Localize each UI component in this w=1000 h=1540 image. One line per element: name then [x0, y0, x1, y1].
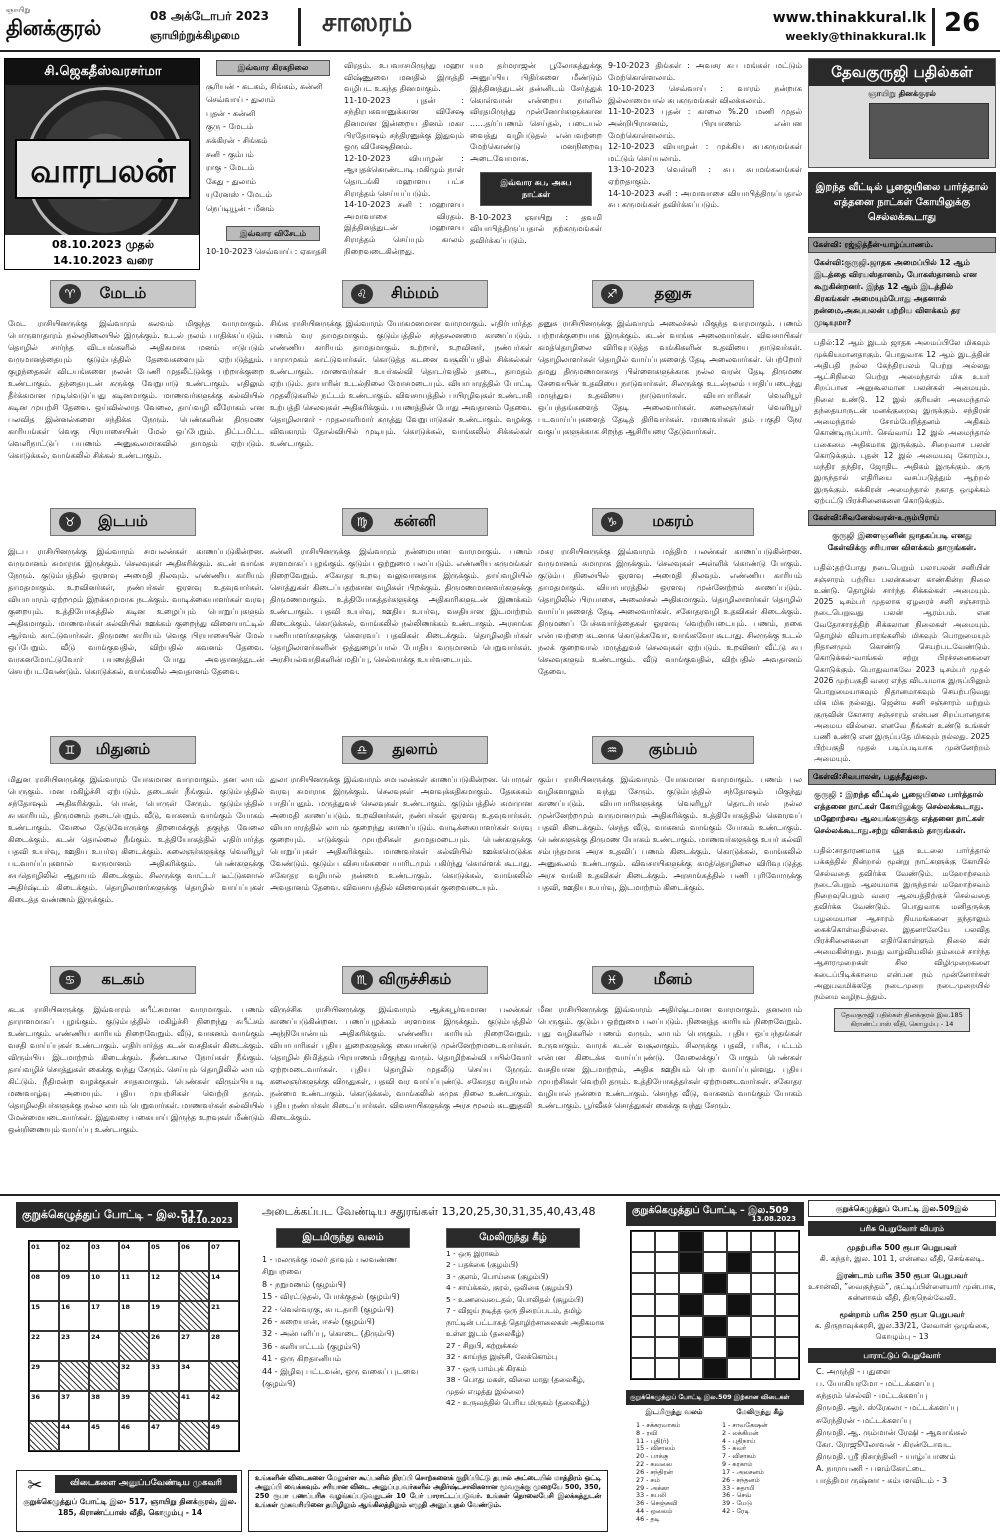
crossword-cell[interactable] — [209, 1361, 239, 1391]
crossword-cell[interactable]: 06 — [179, 1241, 209, 1271]
list-item: 33 - கபலி — [636, 1491, 666, 1500]
sign-name: துலாம் — [392, 740, 438, 758]
third-prize-winner: க. திருநாவுக்கரசி, இல.33/21, லேவான் ஒழுங்கை, கொழும்பு – 13 — [814, 1321, 990, 1341]
planet-item: நெப்டியூன் - மீனம் — [206, 203, 274, 213]
crossword-cell — [655, 1316, 679, 1337]
sign-header — [592, 736, 754, 764]
sign-header — [342, 736, 488, 764]
crossword-cell[interactable]: 11 — [119, 1271, 149, 1301]
list-item: 4 - சாய்க்கல், குரல், ஒலிகை (குழம்பி) — [446, 1283, 573, 1293]
sign-prediction: கும்ப ராசியினருக்கு இவ்வாரம் யோகமான வாரமாகும். பணம் பல வழிகளாலும் வந்து சேரும். குடும்பத்தில் சந்தோஷம் மிகுந்து காணப்படும். வியாபாரிகளுக்கு வெளியூர் தொடர்பால் நல்ல முன்னேற்றமும் வருமானமும் அதிகரிக்கும். உத்தியோகத்தில் கௌரவப் பதவி கிடைக்கும். செந்த வீடு, வாகனம் வாங்கும் யோகம் உண்டாகும். பெண்களுக்கு திருமண யோகம் உண்டாகும். மாணவர்களுக்கு உயர் கல்வி சம்பந்தமாக அரச உதவிப் பணம் கிடைக்கும். கொடுக்கல், வாங்கலில் அனுகூலம் உண்டாகும். விவசாயிகளுக்கு கமத்தொழிலை விரிவுபடுத்த அரச வங்கி உதவிகள் கிடைக்கும். அரசாங்கத்தில் பணி புரிவோருக்கு பதவி, ஊதிய உயர்வு, இடமாற்றம் கிடைக்கும். — [538, 775, 802, 893]
sidebar-title: தேவகுருஜி பதில்கள் — [809, 59, 995, 86]
crossword-cell — [727, 1252, 751, 1273]
crossword-cell[interactable]: 46 — [119, 1421, 149, 1451]
across-clues — [262, 1254, 438, 1390]
previous-across-answers — [636, 1422, 716, 1524]
sign-name: கன்னி — [393, 512, 437, 530]
list-item: 1 - சக்கரவாகம் — [636, 1421, 681, 1429]
auspicious-days-title: இவ்வார சுப, அசுப நாட்கள் — [480, 172, 592, 205]
third-prize-label: மூன்றாம் பரிசு 250 ரூபா பெறுபவர் — [839, 1310, 965, 1319]
crossword-cell[interactable] — [179, 1421, 209, 1451]
crossword-cell[interactable]: 34 — [179, 1361, 209, 1391]
list-item: C. அருந்தி - பதுளை — [816, 1367, 891, 1376]
crossword-cell — [775, 1294, 799, 1315]
crossword-cell[interactable] — [179, 1271, 209, 1301]
planet-item: யுரேனஸ் - மேடம் — [206, 190, 272, 200]
answer-1: பதில்:12 ஆம் இடம் ஜாதக அமைப்பிலே மிகவும் முக்கியமானதாகும். பொதுவாக 12 ஆம் இடத்தின் அதிபதி நல்ல கேந்திரபலம் பெற்று அல்லது ஆட்சிநிலை பெற்று அமைந்தால் மிக உயர் சிறப்பான அனுகூலமான பலன்கள் அமையும். நிலை உண்டு. 12 இல் குரியன் அமைந்தால் தந்தையாருடன் மனக்குறைவு இருக்கும். சந்திரன் அமைந்தால் சோம்பேறித்தனம் அதிகம் கொண்டிருப்பார். செவ்வாய் 12 இல் அமைந்தால் பகைமை அதிகமாக இருக்கும். சிறைவாச பலன் கொடுக்கும். புதன் 12 இல் அமையவு கோரம்ப, மந்திர தந்திர, ஜோதிட அதிகம் இருக்கும். குரு இருந்தால் எதிரியை வசப்படுத்தும் ஆற்றல் இருக்கும். சுக்கிரன் அமைந்தால் நகாத ஒழுக்கம் ஏற்பட்டு பிரச்சினைகளை கொடுக்கும். — [814, 338, 990, 505]
list-item: 15 - விரட்டுதல், போக்குதல் (குழம்பி) — [262, 1292, 400, 1302]
crossword-cell[interactable]: 19 — [149, 1301, 179, 1331]
crossword-cell — [703, 1316, 727, 1337]
sign-prediction: சிங்க ராசியினருக்கு இவ்வாரம் யோகமனமான வாரமாகும். எதிர்பார்த்த பணம் வர தாமதமாகும். குடும்பத்தில் சந்தசலனமை காணப்படும். எண்ணிய காரியம் தாமதமாகும். உற்றார், உறவினர், நண்பர்கள் பாராமுகம் காட்டுவார்கள். கொடுத்த கடனை வசூலிப்பதில் சிக்கல்கள் உண்டாகும். மாணவர்கள் உயர்கல்வி தொடர்வதில் தடை, தாமதம் ஏற்படும். தாயாரின் உடல்நிலை மோசமடையும். வியாபாரத்தில் போட்டி முதலீடுகளில் நட்டம் உண்டாகும். விவசாயத்தில் பயிரழிவுகள் உண்டாகி உற்பத்தி செலவுகள் அதிகரிக்கும். பயணத்தின் போது அவதானம் தேவை. தொழிலாளர் - முதலாளிமார் கருத்து வேறுபாடுகள் உண்டாகும். வழக்கு விவகாரம் தோல்வியில் முடியும். கொடுக்கல், வாங்கலில் சிக்கல்கள் உண்டாகும். — [270, 319, 532, 449]
sign-header — [342, 280, 488, 308]
list-item: 36 - செவ் — [722, 1491, 752, 1500]
second-prize-label: இரண்டாம் பரிசு 350 ரூபா பெறுபவர் — [836, 1271, 968, 1280]
list-item: கோ. ரோஜூலோவன் - கிரன்டோவட — [816, 1439, 952, 1449]
list-item: 4 - புதிநாய் — [722, 1436, 756, 1445]
list-item: 37 - ஒரு பாம்புக் கிரகம் — [446, 1363, 527, 1373]
sign-header — [50, 280, 196, 308]
down-clues — [446, 1248, 606, 1409]
crossword-cell — [631, 1316, 655, 1337]
crossword-cell[interactable]: 09 — [59, 1271, 89, 1301]
crossword-cell[interactable]: 37 — [59, 1391, 89, 1421]
crossword-cell — [775, 1252, 799, 1273]
list-item: 26 - சந்தனம் — [722, 1475, 760, 1484]
crossword-cell[interactable]: 01 — [29, 1241, 59, 1271]
list-item: 33 - சுதாமி — [722, 1483, 755, 1492]
sign-name: இடபம் — [98, 512, 148, 530]
crossword-cell[interactable]: 02 — [59, 1241, 89, 1271]
header-day: ஞாயிற்றுக்கிழமை — [150, 29, 240, 42]
zodiac-symbol-icon: ♏ — [351, 970, 373, 990]
scissors-icon: ✂ — [27, 1475, 43, 1496]
crossword-cell[interactable]: 26 — [149, 1331, 179, 1361]
planet-item: கேது - துலாம் — [206, 176, 256, 186]
ancestors-text: யம தர்மராஜன் பூலோகத்துக்கு அனுப்பிய பிதிர்களை மீண்டும் இத்தினத்துடன் தன்னிடம் சேர்த்துக் கொள்வான் என்றைய நாளில் விரதமிருந்து முன்னோர்களுக்கான ......தர்ப்பணம் செய்தல், படையல் வைத்து வழிபடுதல் என்பவற்றை மேற்கொண்டு மனநிறைவு அடைவோமாக. — [470, 61, 602, 163]
planet-item: புதன் - கன்னி — [206, 108, 256, 118]
crossword-cell[interactable]: 39 — [119, 1391, 149, 1421]
list-item: 7 - விஜய் நடித்த ஒரு திரைப்படம், தமிழ் நாட்டின் பட்டாசுத் தொழிற்சாலைகள் அதிகமாக உள்ள இடம் (தலைகீழ்) — [446, 1306, 605, 1339]
down-title: மேலிருந்து கீழ் — [446, 1228, 580, 1248]
zodiac-symbol-icon: ♓ — [601, 970, 623, 990]
previous-down-answers — [722, 1422, 802, 1516]
sign-header — [342, 508, 488, 536]
crossword-cell — [703, 1294, 727, 1315]
list-item: 3 - குளம், பொய்கை (குழம்பி) — [446, 1271, 549, 1281]
crossword-cell[interactable]: 04 — [119, 1241, 149, 1271]
previous-down-title: மேலிருந்து கீழ் — [736, 1408, 784, 1416]
question-2-header: கேள்வி:சிவனேஸ்வரன்-உரும்பிராய் — [808, 510, 996, 526]
crossword-date: 08.10.2023 — [182, 1216, 233, 1225]
crossword-cell — [751, 1273, 775, 1294]
list-item: 11 - புதி(ர்) — [636, 1436, 669, 1445]
list-item: 8 - ரவி — [636, 1428, 658, 1437]
crossword-cell — [679, 1294, 703, 1315]
header-divider — [298, 8, 301, 46]
list-item: 2 - பதக்கை (குழம்பி) — [446, 1260, 519, 1270]
crossword-cell[interactable]: 05 — [149, 1241, 179, 1271]
header-date: 08 அக்டோபர் 2023 — [150, 9, 270, 23]
crossword-cell[interactable]: 08 — [29, 1271, 59, 1301]
previous-crossword-title-bar — [626, 1202, 804, 1226]
sign-prediction: கடக ராசியினருக்கு இவ்வாரம் சுபீட்சமான வாரமாகும். பணம் தாராளமாகப் புழங்கும். குடும்பத்தில் மகிழ்ச்சி நிறைந்து சுபீட்சம் உண்டாகும். எண்ணிய காரியம் நிறைவேறும். வீடு, வாகனம் வாங்கும் வசதி வாய்ப்புகள் உண்டாகும். எதிர்பார்த்த கடன் வசதிகள் கிடைக்கும். விரும்பிய இடமாற்றம் கிடைக்கும். நீண்டகால நோய்கள் நீங்கும். தாய்வழிச் சொத்துகள் கைக்கு வந்து சேரும். செய்யும் தொழிலில் லாபம் கிட்டும். நீதிமன்ற வழக்குகள் சாதகமாகும். பெண்கள் விரும்பியபடி மணவாழ்வு அமையும். புதிய முயற்சிகள் வெற்றி தரும். தொழிலதிபர்களுக்கு நல்ல லாபம் பெறுவார்கள். மாணவர்கள் கல்வியில் மேன்மையடைவார்கள். இதுவரை பகையாய் இருந்த உறவுகள் மீண்டும் ஒன்றிணையும் வாய்ப்பு உண்டாகும். — [8, 1005, 264, 1135]
list-item: 1 - ஒரு இராகம் — [446, 1249, 500, 1258]
sign-header — [592, 508, 754, 536]
list-item: 44 - இழிவு பட்டவன், ஒரு வகைப் புடவை (குழம்பி) — [262, 1366, 419, 1388]
crossword-cell[interactable]: 33 — [149, 1361, 179, 1391]
crossword-cell — [631, 1273, 655, 1294]
list-item: 44 - ஒலைம் — [636, 1506, 673, 1515]
crossword-cell — [727, 1337, 751, 1358]
sign-header — [592, 966, 754, 994]
sign-prediction: மேட ராசியினருக்கு இவ்வாரம் கலவம் மிகுந்த வாரமாகும். பொருளாதாரம் நல்லநிலையில் இருக்கும். உடல் நலம் பாதிக்கப்படும். தொழில் சார்ந்த விடயங்களில் அதிகமாக மனம் ஈடுபடும் வருமானத்தையும் குடும்பத்தில் தேவைகளையும் ஏற்படுத்தும். குழந்தைகள் விடயங்களை நலன் பேணி முதலீட்டுக்கு பற்றாக்குறை உண்டாகும். தந்தையுடன் சுருக்கு வேறுபாடு உண்டாகும். எதிலும் தீர்க்கமான முடிவெடுப்பது கடினமாகும். மாணவர்களுக்கு கல்வியில் கடின முயற்சி தேவை. ஒய்வில்லாத வேலை, தாய்வழி வீரோகம் என பலவித இன்னல்களை சந்திக்க நேரும். பெண்களின் திருமண காரியங்கள் வெகு பிரயாசையின் மேல் ஒப்பேறும். திட்டமிட்ட வெளிநாட்டுப் பயணம் அனுகூலமாகவில் தாமதம் ஏற்படும். கொடுக்கல், வாங்கலில் சிக்கல் உண்டாகும். — [8, 319, 264, 461]
list-item: 1 - மலருக்கு மலர் தாவும் பலவண்ண சிறுபறவை — [262, 1255, 397, 1277]
crossword-cell — [655, 1252, 679, 1273]
list-item: 20 - பாக்கு — [636, 1452, 669, 1461]
crossword-cell[interactable]: 12 — [149, 1271, 179, 1301]
list-item: பாத்திமா ருஷ்னா - கம்பளவிடம் - 3 — [816, 1476, 948, 1486]
list-item: 27 - கம் — [636, 1475, 660, 1484]
sign-prediction: மகர ராசியினருக்கு இவ்வாரம் மத்திம பலன்கள் காணப்படுகின்றன. வருமானம் சுமாராக இருக்கும். செலவுகள் அள்ளிக் கொண்டு போகும். குடும்ப நிலையில் ஓரளவு அமைதி நிலவும். எண்ணிய காரியம் தாமதமாகும். வியாபாரத்தில் ஒரளவு முன்னேற்றம் காணப்படும். தொழிலில் பிரயாசை, அலைச்சல் அதிகமாகும். தொழிலாளர்கள் தொழில் வாய்ப்புகளைத் தேடி அலைவார்கள். சகோதரவழி உதவிகள் கிடைக்கும். திருமணப் பேச்சுவார்த்தைகள் ஓரளவு வெற்றியடையும். பணம், நகை என்பவற்றை கடனாக கொடுக்கவோ, வாங்கவோ கூடாது. சிலருக்கு உடல் நலக் குறைவால் மருத்துவச் செலவுகள் ஏற்படும். உறவினர் வீட்டு சுப செலவுகளும் உண்டாகும். வீடு வாங்குவதில், விற்பதில் அவதானம் தேவை. — [538, 547, 802, 677]
sign-prediction: மீன ராசியினருக்கு இவ்வாரம் அதிர்ஷ்டமான வாரமாகும். தனலாபம் பெருகும். குடும்ப ஒற்றுமை பலப்படும். நினைத்த காரியம் நிறைவேறும். புது வழிகளில் பணம் வரும். லாபம் பெருகும். புதிய ஒப்பந்தங்கள் உருவாகும். வாரக் கடன் வசூலாகும். சிலருக்கு பதவி, பரிசு, பட்டம் என்பன கிடைக்க வாய்ப்புண்டு. வேலைக்குப் போகும் பெண்கள் வசதியான இடமாற்றம், அதிக ஊதியம் பெற வாய்ப்புள்ளது. புதிய முயற்சிகள் வெற்றி தரும். உத்தியோகத்தர்கள் ஏற்றமடைவார்கள். சகோதர வழியால் நன்மை உண்டாகும். சொந்த வீடு, வாகனம் வாங்கும் யோகம் உண்டாகும். பூர்வீகச் சொத்துகள் கைக்கு வந்து சேரும். — [538, 1005, 802, 1111]
previous-crossword-title: குறுக்கெழுத்துப் போட்டி – இல.509 — [632, 1205, 789, 1216]
send-address: குறுக்கெழுத்துப் போட்டி இல- 517, ஞாயிறு தினக்குரல், இல. 185, கிராண்ட்பாஸ் வீதி, கொழும்பு - 14 — [23, 1497, 237, 1517]
planet-positions — [206, 60, 340, 259]
crossword-cell — [631, 1231, 655, 1252]
list-item: 32 - காய்ந்த இஞ்சி, லேக்கொம்பு — [446, 1352, 558, 1362]
crossword-cell — [679, 1337, 703, 1358]
crossword-cell[interactable]: 29 — [29, 1361, 59, 1391]
crossword-cell — [631, 1294, 655, 1315]
sign-name: மிதுனம் — [95, 740, 151, 758]
list-item: 2 - லக்கிமன் — [722, 1428, 759, 1437]
crossword-cell — [703, 1252, 727, 1273]
question-3-header: கேள்வி:சிவபாலன், பதுத்தீதுறை. — [808, 769, 996, 785]
answer-3: பதில்:சாதாரணமாக பூத உடலை பார்த்தால் பக்கத்தில் நின்றால் மூன்று நாட்களுக்கு கோயில் செல்வதை தவிர்க்க வேண்டும். மஹோற்சவம் நடைபெறும் ஆலயமாக இருந்தால் மஹோற்சவம் நிறைவுபெறும் வரை ஆலயத்திற்குச் செல்வதை தவிர்க்க வேண்டும். பொதுவாக மனிதருக்கு பழமையான ஆசாரம் நியமங்களை தந்தாலும் கைக்கொள்வதில்லை. இதனாலேயே பலவித பிரச்சினைகளை எதிர்கொள்ளும் நிலை கள் அமைகின்றது. நமது வாழ்வியலில் தம்மைச் சார்ந்த ஆசாரமுறைகள் சில விழிமுறைகளை கடைப்பிடிக்காமை என்பன நம் முன்னோர்கள் அனுபவமிக்கதே நடைமுறை நடைமுறையில் நம்மை வழிநடத்தும். — [814, 846, 990, 1002]
zodiac-symbol-icon: ♑ — [601, 512, 623, 532]
crossword-cell — [727, 1316, 751, 1337]
crossword-cell — [679, 1358, 703, 1379]
sign-prediction: கன்னி ராசியினருக்கு இவ்வாரம் நன்மையான வாரமாகும். பணம் சரளமாகப் புழங்கும். குடும்ப ஒற்றுமை பலப்படும். எண்ணிய கருமங்கள் நிறைவேறும். சகோதர உறவு வலுவானதாக இருக்கும். தாய்வழியில் சொத்துகள் கிடைப்பதற்கான வழிகள் பிறக்கும். திருமணமானவர்களுக்கு திருமணமாகும். உத்தியோகத்தர்களுக்கு அதிகாரிகளுடன் இணக்கம் உண்டாகும். பதவி உயர்வு, ஊதிய உயர்வு, வசதியான இடமாற்றம் கிடைக்கும். கொடுக்கல், வாங்கலில் நல்லிணக்கம் உண்டாகும். அரசாங்க பணியாளர்களுக்கு கௌரவப் பதவிகள் கிடைக்கும். தொழிலதிபர்கள் தொழிலாளர்களின் ஒத்துழைப்பால் போதிய வருமானம் பெறுவார்கள். அரசியல்வாதிகளின் மதிப்பு, செல்வாக்கு உயர்வடையும். — [270, 547, 532, 665]
list-item: 17 - அலசனம் — [722, 1467, 764, 1476]
crossword-cell[interactable] — [149, 1391, 179, 1421]
list-item: சுந்தரம் செல்வி - மட்டக்களப்பு — [816, 1391, 928, 1401]
list-item: 15 - விசாலம் — [636, 1444, 676, 1453]
sidebar-headline: இறந்த வீட்டில் பூஜையிலை பார்த்தால் எத்தனை நாட்கள் கோயிலுக்கு செல்லக்கூடாது — [808, 172, 996, 233]
guru-answers-sidebar — [808, 58, 996, 1034]
crossword-cell — [727, 1294, 751, 1315]
logo-kicker: ஞாயிறு — [6, 6, 31, 14]
list-item: 5 - சுவர் — [722, 1444, 747, 1453]
crossword-cell[interactable] — [59, 1361, 89, 1391]
winners-subtitle: பரிசு பெறுவோர் விபரம் — [808, 1221, 996, 1236]
crossword-cell — [775, 1316, 799, 1337]
crossword-cell — [679, 1316, 703, 1337]
send-address-title: விடைகளை அனுப்பவேண்டிய முகவரி — [55, 1475, 237, 1493]
sign-name: கும்பம் — [648, 740, 698, 758]
crossword-cell[interactable] — [29, 1421, 59, 1451]
crossword-cell — [703, 1358, 727, 1379]
date-to: 14.10.2023 வரை — [52, 254, 154, 267]
crossword-cell[interactable]: 21 — [209, 1301, 239, 1331]
crossword-title: குறுக்கெழுத்துப் போட்டி – இல.517 — [22, 1208, 204, 1221]
planet-positions-title: இவ்வார கிரகநிலை — [216, 60, 330, 76]
crossword-cell — [751, 1252, 775, 1273]
zodiac-symbol-icon: ♒ — [601, 740, 623, 760]
crossword-cell[interactable]: 28 — [209, 1331, 239, 1361]
section-divider — [0, 1194, 1000, 1196]
special-day-line: 10-10-2023 செவ்வாய் : ஏகாதசி — [206, 247, 327, 257]
first-prize-winner: கி. கந்தர், இல. 101 1, என்னவ வீதி, செங்கலடி. — [819, 1254, 985, 1263]
page-header — [0, 0, 1000, 52]
special-days-title: இவ்வார விசேடம் — [226, 226, 320, 242]
crossword-cell[interactable]: 18 — [119, 1301, 149, 1331]
crossword-cell[interactable]: 14 — [209, 1271, 239, 1301]
crossword-cell — [655, 1231, 679, 1252]
crossword-cell — [727, 1273, 751, 1294]
crossword-cell — [751, 1358, 775, 1379]
crossword-cell[interactable]: 17 — [89, 1301, 119, 1331]
crossword-cell — [679, 1252, 703, 1273]
list-item: 22 - கவலை — [636, 1460, 673, 1469]
winners-title: குறுக்கெழுத்துப் போட்டி இல.509இல் — [808, 1200, 996, 1217]
crossword-cell[interactable]: 42 — [209, 1391, 239, 1421]
crossword-cell — [679, 1231, 703, 1252]
crossword-cell — [655, 1337, 679, 1358]
crossword-cell[interactable]: 22 — [29, 1331, 59, 1361]
date-from: 08.10.2023 முதல் — [52, 238, 154, 251]
crossword-cell — [751, 1231, 775, 1252]
question-2: குருஜி இளைஞனின் ஜாதகப்படி எனது கேள்விக்கு சரியான விளக்கம் தாருங்கள். — [808, 526, 996, 558]
list-item: 22 - வெள்வரகு, சுபடதாரி (குழம்பி) — [262, 1304, 394, 1314]
list-item: 7 - விசாகம் — [722, 1452, 756, 1461]
list-item: 36 - செஞ்சுவி — [636, 1499, 678, 1508]
crossword-cell — [631, 1252, 655, 1273]
list-item: 41 - ஒரு கிறதானியம் — [262, 1354, 342, 1364]
planet-item: குரு - மேடம் — [206, 122, 254, 132]
sign-header — [50, 508, 196, 536]
list-item: 26 - சந்திரன் — [636, 1467, 673, 1476]
zodiac-symbol-icon: ♈ — [59, 284, 81, 304]
list-item: 8 - நறுமணம் (குழம்பி) — [262, 1279, 346, 1289]
crossword-cell[interactable]: 23 — [59, 1331, 89, 1361]
crossword-cell[interactable]: 07 — [209, 1241, 239, 1271]
crossword-cell — [775, 1337, 799, 1358]
crossword-cell[interactable]: 45 — [89, 1421, 119, 1451]
crossword-cell[interactable]: 32 — [119, 1361, 149, 1391]
winners-panel — [808, 1200, 996, 1491]
praise-list — [808, 1363, 996, 1491]
crossword-cell — [703, 1231, 727, 1252]
sign-header — [50, 966, 196, 994]
planet-item: சூரியன் - கடகம், சிங்கம், கன்னி — [206, 81, 323, 91]
list-item: ப. யோகியரமோ - மட்டக்களப்பு — [816, 1379, 935, 1389]
list-item: சுரேந்திரன் - மட்டக்களப்பு — [816, 1415, 912, 1425]
crossword-cell — [775, 1273, 799, 1294]
zodiac-symbol-icon: ♉ — [59, 512, 81, 532]
special-days-text: விரதம். உபவாசமிருந்து மஹா விஷ்ணுவை மனதில் இருத்தி வழிபட உகந்த தினமாகும். 11-10-2023 புதன் : சந்திரபகவானுக்கான விசேஷ தினமான இன்றைய தினம் மகா பிரதோஷம் சந்திரனுக்கு இதுவும் ஒரு விசேஷதினம். 12-10-2023 வியாழன் : ஆயுதக்கொண்டாடி மகிழும் நாள் தொடங்கி மஹாளய பட்ச சிராத்தம் செய்யப்படும். 14-10-2023 சனி : மஹாளய அமாவாசை விரதம். இத்தினத்துடன் மஹாளய சிராத்தம் செய்யும் காலம் நிறைவடைகின்றது. — [344, 61, 464, 256]
banner-dates — [5, 235, 200, 270]
sign-header — [592, 280, 754, 308]
crossword-cell — [655, 1358, 679, 1379]
crossword-cell — [751, 1294, 775, 1315]
sign-name: தனுசு — [654, 284, 692, 302]
crossword-cell[interactable]: 15 — [29, 1301, 59, 1331]
previous-crossword-grid — [630, 1230, 800, 1380]
list-item: 36 - களியாட்டம் (குழம்பி) — [262, 1341, 361, 1351]
crossword-cell — [775, 1231, 799, 1252]
crossword-cell[interactable]: 16 — [59, 1301, 89, 1331]
sidebar-footer: தேவகுருஜி பதில்கள் தினக்குரல் இல.185 கிராண்ட்பாஸ் வீதி, கொழும்பு - 14 — [834, 1008, 970, 1032]
planet-item: சுக்கிரன் - சிங்கம் — [206, 135, 268, 145]
zodiac-symbol-icon: ♋ — [59, 970, 81, 990]
auspicious-day-line: 8-10-2023 ஞாயிறு : தவமி வியாபித்திருப்பதால் நற்கருமங்கள் தவிர்க்கப்படும். — [470, 212, 602, 245]
author-name: சி.ஜெகதீஸ்வரசர்மா — [5, 59, 200, 85]
masthead-logo — [6, 6, 138, 44]
crossword-grid[interactable] — [28, 1240, 240, 1452]
question-1-header: கேள்வி: ரஜ்ஜித்தீன்-யாழ்ப்பாணம். — [808, 237, 996, 253]
crossword-cell — [703, 1337, 727, 1358]
crossword-cell — [679, 1273, 703, 1294]
question-1: கேள்வி:குருஜி.ஜாதக அமைப்பில் 12 ஆம் இடத்தை விரயஸ்தானம், போகஸ்தானம் என கூறுகின்றனர். இந்த 12 ஆம் இடத்தில் கிரகங்கள் அமையும்போது அதனால் நன்மை,அசுபபலன் பற்றிய விளக்கம் தர முடியுமா? — [808, 253, 996, 333]
previous-crossword-date: 13.08.2023 — [751, 1215, 796, 1223]
list-item: 9 - கரகாம் — [722, 1460, 753, 1469]
crossword-cell[interactable]: 10 — [89, 1271, 119, 1301]
horoscope-banner — [4, 58, 200, 270]
sign-prediction: தனுசு ராசியினருக்கு இவ்வாரம் அலைச்சல் மிகுந்த வாரமாகும். பணம் பற்றாக்குறையாக இருக்கும். கடன் வாங்க அலைவார்கள். விவசாயிகள் கமத்தொழிலை விரிவுபடுத்த வங்கிகளின் உதவியை நாடுவர்கள். தொழிலாளர்கள் தொழில் வாய்ப்புகளைத் தேடி அலைவார்கள். பெற்றோர் தமது திருமணமாகாத பிள்ளைகளுக்காக நல்ல வரன் தேடி திருமண சேவையின் உதவியை நாடுவார்கள். சிலருக்கு உடல்நலம் பாதிப்படைந்து மருந்துவ உதவியை நாடுவார்கள். வியாபாரிகள் வெளியூர் ஒப்பந்தங்களைத் தேடி அலைவார்கள். கலைஞர்கள் வெளியூர் படவாய்ப்புகளைத் தேடித் திரிவார்கள். மாணவர்கள் தம் பகுதி நேர வகுப்புகளுக்காக சிறந்த ஆசிரியரை தேடுவார்கள். — [538, 319, 802, 437]
crossword-cell — [727, 1358, 751, 1379]
list-item: 32 - அன்பளிப்பு, கொடை (திரும்பி) — [262, 1329, 395, 1339]
sidebar-banner — [808, 58, 996, 168]
crossword-cell — [703, 1273, 727, 1294]
crossword-cell[interactable]: 38 — [89, 1391, 119, 1421]
crossword-title-bar — [16, 1202, 238, 1228]
list-item: திருமதி. ஸ்ரீ நிசாந்தினி - யாழ்ப்பாணம் — [816, 1452, 956, 1462]
list-item: 29 - அக்கா — [636, 1483, 670, 1492]
list-item: 1 - சாவகேஷன் — [722, 1421, 768, 1429]
praise-title: பாராட்டுப் பெறுவோர் — [808, 1348, 996, 1363]
crossword-cell — [751, 1337, 775, 1358]
question-3: குருஜி : இறந்த வீட்டில் பூஜையிலை பார்த்தால் எத்தனை நாட்கள் கோயிலுக்கு செல்லக்கூடாது. மஹோற்சவ ஆலயங்களுக்கு எத்தனை நாட்கள் செல்லக்கூடாது.சற்று விளக்கம் தாருங்கள். — [808, 785, 996, 841]
header-divider — [932, 8, 935, 46]
zodiac-symbol-icon: ♎ — [351, 740, 373, 760]
auspicious-days-column — [470, 60, 602, 246]
sign-prediction: விருச்சிக ராசியினருக்கு இவ்வாரம் ஆக்கபூர்வமான பலன்கள் காணப்படுகின்றன. பணப்புழக்கம் சரளமாக இருக்கும். குடும்பத்தில் அந்நியோன்யம் அதிகரிக்கும். எண்ணிய காரியம் நிறைவேறும். வியாபாரிகள் புதிய துறைகளுக்கு கையாண்டு முன்னேற்றமடைவார்கள். தொழில் நிமித்தம் பிரயாணம் மிகுந்து வரும். தொழிற்கல்வி பயில்வோர் ஏற்றமடைவார்கள். புதிய தொழில் முதலீடு செய்ய நேரும். கலைஞர்களுக்கு விருதுகள், பதவி வர வாய்ப்புண்டு. சகோதர வழியால் நன்மை உண்டாகும். கொடுக்கல், வாங்கலில் சுமுக நிலை உண்டாகும். புதிய நண்பர்கள் கிடைப்பார்கள். விவசாயிகளுக்கு அரச மூலம் கடனுதவி கிடைக்கும். — [270, 1005, 532, 1123]
zodiac-symbol-icon: ♍ — [351, 512, 373, 532]
sign-header — [50, 736, 196, 764]
list-item: 26 - கறையான், ஈசல் (குழம்பி) — [262, 1316, 375, 1326]
logo-text: தினக்குரல் — [6, 15, 101, 40]
list-item: 39 - மேடு — [722, 1499, 752, 1508]
sign-prediction: இடப ராசியினருக்கு இவ்வாரம் சமபலன்கள் காணப்படுகின்றன. வருமானம் சுமாராக இருக்கும். செலவுகள் அதிகரிக்கும். கடன் வாங்க நேரும். குடும்பத்தில் ஒரளவு அமைதி நிலவும். எண்ணிய காரியம் தாமதமாகும். உறவினர்கள், நண்பர்கள் ஒரளவு உதவுவார்கள். வியாபாரம் ஏற்றமும் இறக்கமுமாக நடக்கும். வாடிக்கையாளர்கள் வரவு குறையும். உத்தியோகத்தில் கடின உழைப்பும் பொறுப்புகளும் அதிகமாகும். மாணவர்கள் கல்வியில் ஊக்கம் குறைந்து விளையாட்டில் ஆர்வம் காட்டுவார்கள். திருமண காரியம் வெகு பிரயாசையின் மேல் ஒப்பேறும். வீடு வாங்குவதில், விற்பதில் கவனம் தேவை. வாகனமோட்டுவோர் பயணத்தின் போது அவதானத்துடன் செயற்படவேண்டும். கொடுக்கல், வாங்கலில் அவதானம் தேவை. — [8, 547, 264, 677]
previous-across-title: இடமிருந்து வலம் — [645, 1408, 703, 1416]
planet-item: ராகு - மேடம் — [206, 163, 255, 173]
crossword-cell[interactable] — [89, 1361, 119, 1391]
first-prize-label: முதற்பரிசு 500 ரூபா பெறுபவர் — [847, 1243, 957, 1252]
list-item: 46 - தடி — [636, 1514, 660, 1523]
list-item: 42 - உருவத்தில் பெரிய மிருகம் (தலைகீழ்) — [446, 1398, 590, 1408]
crossword-cell — [655, 1294, 679, 1315]
email-link[interactable]: weekly@thinakkural.lk — [785, 30, 926, 43]
list-item: திருமதி. ஆ. ரும்மான் ரேஷி - ஆவாங்கல் — [816, 1427, 967, 1437]
crossword-cell[interactable] — [179, 1301, 209, 1331]
crossword-cell — [655, 1273, 679, 1294]
crossword-cell[interactable] — [119, 1331, 149, 1361]
zodiac-symbol-icon: ♐ — [601, 284, 623, 304]
crossword-cell[interactable]: 36 — [29, 1391, 59, 1421]
contest-rules: உங்களின் விடைகளை மேலுள்ள கூப்பனில் நிரப்பி சொற்களைக் குறிப்பிட்டு தபால் அட்டையில் மாத்திரம் ஒட்டி அனுப்பி வைக்கவும். சரியான விடை அனுப்புபவர்களில் அதிர்ஷ்டசாலிகளான மூவருக்கு முறையே 500, 350, 250 ரூபா பணப்பரிசு வழங்கப்படுவதுடன் 10 பேர் பாராட்டப்படுவர். உங்கள் தொலைபேசி இலக்கத்துடன் உங்கள் முகவரியினை தமிழிலும் ஆங்கிலத்திலும் எழுதி அனுப்புதல் வேண்டும். — [248, 1470, 608, 1532]
list-item: 27 - சிறுபி, கற்றுக்கல் — [446, 1340, 518, 1350]
previous-answers-title: குறுக்கெழுத்துப் போட்டி இல.509 இற்கான விடைகள் — [626, 1390, 804, 1405]
sign-name: மகரம் — [652, 512, 694, 530]
banner-title: வாரபலன் — [15, 139, 191, 199]
across-title: இடமிருந்து வலம் — [276, 1228, 410, 1248]
crossword-cell[interactable]: 27 — [179, 1331, 209, 1361]
section-title: சாஸரம் — [322, 8, 413, 38]
list-item: A. நாராயணி - பளம்கோட்டை — [816, 1464, 926, 1474]
astro-chart-icon — [869, 103, 989, 159]
sign-name: மீனம் — [653, 970, 693, 988]
crossword-cell — [751, 1316, 775, 1337]
crossword-cell[interactable]: 24 — [89, 1331, 119, 1361]
crossword-cell — [631, 1358, 655, 1379]
zodiac-symbol-icon: ♊ — [59, 740, 81, 760]
planet-item: செவ்வாய் - துலாம் — [206, 95, 276, 105]
sign-prediction: மிதுன ராசியினருக்கு இவ்வாரம் யோகமான வாரமாகும். தன லாபம் பெருகும். மன மகிழ்ச்சி ஏற்படும். தடைகள் நீங்கும். குடும்பத்தில் சந்தோஷம் அதிகரிக்கும். பொன், பொருள் சேரும். குடும்பத்தில் சுபகாரியம், திருமணம் நடைபெறும். வீடு, வாகனம் வாங்கும் யோகம் உண்டாகும். வேலை தேடுவோருக்கு திறமைக்குத் தகுந்த வேலை கிடைக்கும். கடன் தொல்லை நீங்கும். உத்தியோகத்தில் எதிர்பார்த்த பதவி உயர்வு, ஊதிய உயர்வு கிடைக்கும். கலைஞர்களுக்கு வெளியூர் படவாய்ப்புகளால் வருமானம் அதிகரிக்கும். பெண்களுக்கு சுயதொழிலில் ஆதாயம் கிடைக்கும். சிலருக்கு வாட்டர் டீட்டுகளால் அதிர்ஷ்டம் கிடைக்கும். தொழிலாளர்களுக்கு தொழில் வாய்ப்புகள் கிடைத்த வண்ணம் இருக்கும். — [8, 775, 264, 905]
sign-name: விருச்சிகம் — [378, 970, 452, 988]
sign-name: கடகம் — [101, 970, 145, 988]
crossword-cell[interactable]: 03 — [89, 1241, 119, 1271]
crossword-cell — [727, 1231, 751, 1252]
planet-item: சனி - கும்பம் — [206, 149, 254, 159]
crossword-cell — [775, 1358, 799, 1379]
crossword-cell[interactable]: 41 — [179, 1391, 209, 1421]
sign-name: சிம்மம் — [391, 284, 439, 302]
crossword-cell[interactable]: 47 — [149, 1421, 179, 1451]
zodiac-symbol-icon: ♌ — [351, 284, 373, 304]
list-item: 42 - ரேடி — [722, 1506, 750, 1515]
crossword-cell[interactable]: 49 — [209, 1421, 239, 1451]
fill-note: அடைக்கப்பட வேண்டிய சதுரங்கள் 13,20,25,30,31,35,40,43,48 — [262, 1205, 596, 1218]
sidebar-subtitle: ஞாயிறு தினக்குரல் — [868, 88, 936, 98]
sign-prediction: துலா ராசியினருக்கு இவ்வாரம் சமபலன்கள் காணப்படுகின்றன. பொருள் வரவு சுமாராக இருக்கும். செலவுகள் அளவுக்கதிகமாகும். தேகசுகம் பாதிப்பதும். மருத்துவச் செலவுகள் உண்டாகும். குடும்பத்தில் சுமாரான அமைதி காணப்படும். உறவினர்கள், நண்பர்கள் ஓரளவு உதவுவார்கள். வியாபாரத்தில் லாபம் குறைந்து காணப்படும். வாடிக்கையாளர்கள் வரவு குறையும். எடுக்கும் முயற்சிகள் தாமதமடையும். பெண்களுக்கு பொறுப்புகள் அதிகரிக்கும். மாணவர்கள் கல்வியில் ஊக்கமெடுக்க வேண்டும். குடும்ப விசயங்களை யாரிடமும் பகிர்ந்து கொள்ளக் கூடாது. சகோதர வழியால் நன்மை உண்டாகும். கொடுக்கல், வாங்கலில் அவதானம் தேவை. விவசாயத்தில் விளைவுகள் குறைவடையும். — [270, 775, 532, 893]
crossword-cell[interactable]: 44 — [59, 1421, 89, 1451]
answer-2: பதில்:தற்போது நடைபெறும் பலாபலன் சனியின் சஞ்சாரம் பற்றிய பலன்களை காண்கின்ற நிலை உண்டு. தொழில் சார்ந்த சிக்கல்கள் அமையும். 2025 டிசம்பர் முதலாக ஏழரைச் சனி சஞ்சாரம் நடைபெறுவது பலன் ஆரம்பம். என வேதோசாரத்திற் சிக்கலான நிலைகள் அமையும். தொழில் வியாபாரங்களில் மிகவும் பொறுமையும் நிதானமும் கொண்டு செயற்படவேண்டும். கொடுக்கல்-வாங்கல் சற்று பிரச்சனைகளை கொடுக்கும். பொதுவாகவே 2023 டிசம்பர் முதல் 2026 முற்பகுதி வரை எந்த விடயமாக இருப்பினும் பொறுமையாகவும் நிதானமாகவும் செயற்படுவது மிக மிக நல்லது. ஜென்ம சனி சஞ்சாரம் மற்றும் குருவின் கோசார சஞ்சாரம் என்பன சிறப்பானதாக அமைய வில்லை. எனவே நீங்கள் உண்டு உங்கள் பணி உண்டு என இருப்பதே மிகவும் நல்லது. 2025 பிற்பகுதி முதல் படிப்படியாக முன்னேற்றம் அமையும். — [814, 563, 990, 764]
list-item: 5 - உணவைடைதல், பொலிதல் (குழம்பி) — [446, 1294, 584, 1304]
website-link[interactable]: www.thinakkural.lk — [772, 10, 926, 26]
page-number: 26 — [944, 8, 981, 38]
list-item: திருமதி. ஆர். ஸ்ரேகலா - மட்டக்களப்பு — [816, 1403, 959, 1413]
auspicious-days-list: 9-10-2023 திங்கள் : அவசர சுப மங்கள் மட்டும் மேற்கொள்ளலாம். 10-10-2023 செவ்வாய் : வாரம் நன்றாக இல்லாமையால் சுபகருமங்கள் விலக்கலாம். 11-10-2023 புதன் : காலை %.20 மணி முதல் அன்றிபிராசனம், பிரயாணம் என்பன மேற்கொள்ளலாம். 12-10-2023 வியாழன் : முக்கிய சுபகருமங்கள் மட்டும் செய்யலாம். 13-10-2023 வெள்ளி : சுப சுபமங்கலங்கள் ஏற்றதாகும். 14-10-2023 சனி : அமாவாசை வியாபித்திருப்பதால் சுப கருமங்கள் தவிர்க்கப்படும். — [608, 61, 802, 210]
sign-header — [342, 966, 488, 994]
sign-name: மேடம் — [99, 284, 147, 302]
send-address-box — [16, 1470, 242, 1532]
crossword-cell — [631, 1337, 655, 1358]
list-item: 38 - பொது மகள், விலை மாது (தலைகீழ், முதல் எழுத்து இல்லை) — [446, 1375, 585, 1396]
second-prize-winner: உசான்வி, ”வைகுந்தம்”, குட்டிப்பிள்ளையார் முன்பாக, சுன்னாகம் வீதி, திருநெல்வேலி. — [808, 1282, 996, 1302]
